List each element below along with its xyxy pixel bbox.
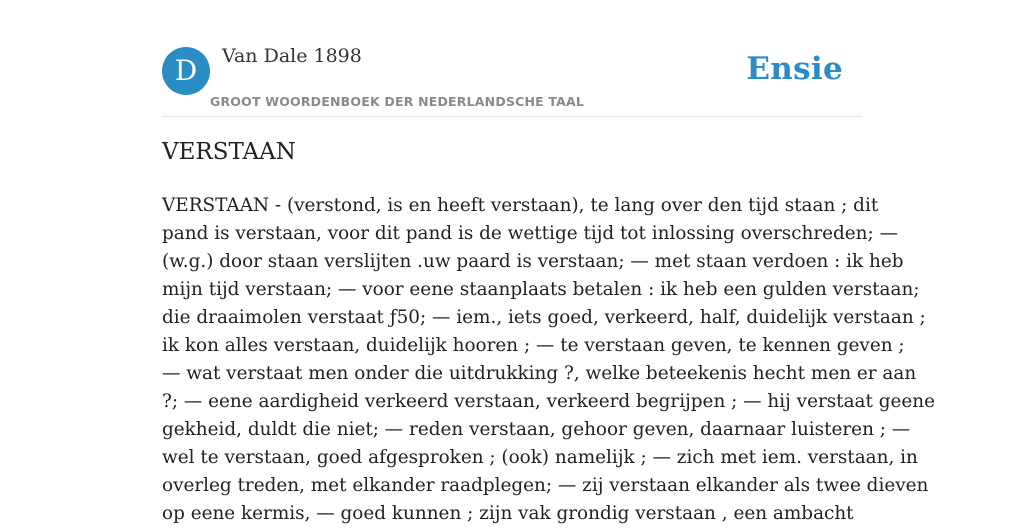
definition-line: die draaimolen verstaat ƒ50; — iem., iets goed, verkeerd, half, duidelijk verstaan ; — [162, 307, 926, 328]
definition-line: ?; — eene aardigheid verkeerd verstaan, verkeerd begrijpen ; — hij verstaat geene — [162, 391, 936, 412]
definition-line: — wat verstaat men onder die uitdrukking ?, welke beteekenis hecht men er aan — [162, 363, 917, 384]
definition-line: mijn tijd verstaan; — voor eene staanplaats betalen : ik heb een gulden verstaan; — [162, 279, 920, 300]
definition-line: VERSTAAN - (verstond, is en heeft verstaan), te lang over den tijd staan ; dit — [162, 195, 879, 216]
definition-line: wel te verstaan, goed afgesproken ; (ook) namelijk ; — zich met iem. verstaan, in — [162, 447, 918, 468]
brand-logo-link[interactable]: Ensie — [746, 51, 843, 87]
source-subtitle: GROOT WOORDENBOEK DER NEDERLANDSCHE TAAL — [210, 94, 585, 109]
source-title-link[interactable]: Van Dale 1898 — [222, 45, 362, 67]
entry-title: VERSTAAN — [162, 139, 296, 165]
definition-line: gekheid, duldt die niet; — reden verstaan, gehoor geven, daarnaar luisteren ; — — [162, 419, 911, 440]
definition-line: pand is verstaan, voor dit pand is de wettige tijd tot inlossing overschreden; — — [162, 223, 898, 244]
source-header — [162, 45, 862, 117]
definition-line: op eene kermis, — goed kunnen ; zijn vak grondig verstaan , een ambacht — [162, 503, 854, 524]
source-avatar[interactable]: D — [162, 47, 210, 95]
entry-definition — [162, 192, 936, 528]
definition-line: ik kon alles verstaan, duidelijk hooren ; — te verstaan geven, te kennen geven ; — [162, 335, 905, 356]
definition-line: (w.g.) door staan verslijten .uw paard is verstaan; — met staan verdoen : ik heb — [162, 251, 904, 272]
definition-line: overleg treden, met elkander raadplegen; — zij verstaan elkander als twee dieven — [162, 475, 929, 496]
